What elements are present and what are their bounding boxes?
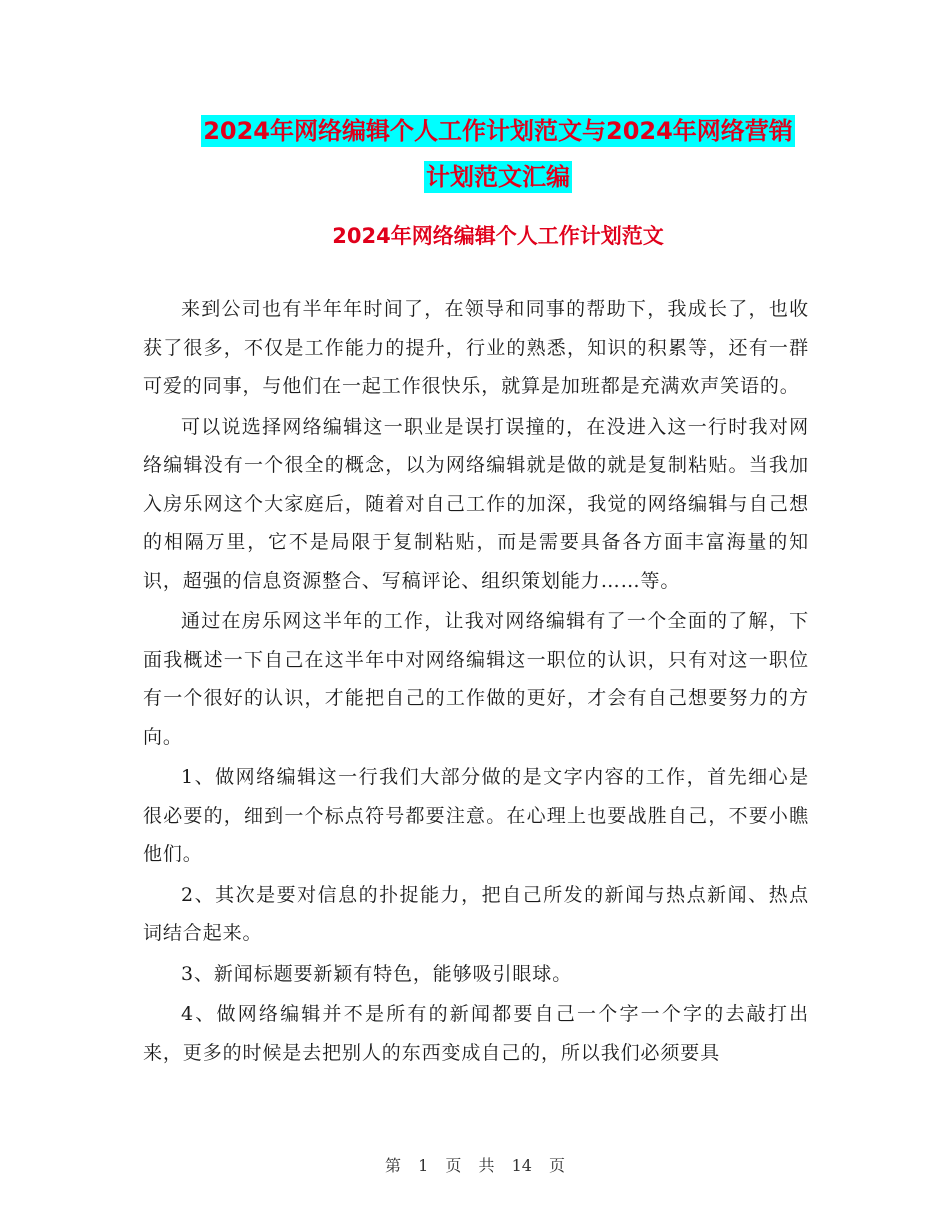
document-title — [140, 108, 856, 200]
footer-total-pages: 14 — [511, 1156, 532, 1175]
paragraph-point-3: 3、新闻标题要新颖有特色，能够吸引眼球。 — [181, 962, 573, 985]
section-title: 2024年网络编辑个人工作计划范文 — [332, 224, 664, 248]
paragraph-point-2: 2、其次是要对信息的扑捉能力，把自己所发的新闻与热点新闻、热点词结合起来。 — [143, 883, 809, 944]
footer-total-label: 共 — [478, 1156, 495, 1175]
document-title-line-1: 2024年网络编辑个人工作计划范文与2024年网络营销 — [203, 117, 793, 145]
page-footer — [0, 1153, 950, 1176]
footer-page-mid: 页 — [445, 1156, 462, 1175]
footer-page-suffix: 页 — [549, 1156, 566, 1175]
paragraph-point-1: 1、做网络编辑这一行我们大部分做的是文字内容的工作，首先细心是很必要的，细到一个标点符号都要注意。在心理上也要战胜自己，不要小瞧他们。 — [143, 766, 809, 865]
paragraph-intro: 来到公司也有半年年时间了，在领导和同事的帮助下，我成长了，也收获了很多，不仅是工作能力的提升，行业的熟悉，知识的积累等，还有一群可爱的同事，与他们在一起工作很快乐，就算是加班都是充满欢声笑语的。 — [143, 298, 809, 397]
document-title-line-2: 计划范文汇编 — [426, 163, 570, 191]
paragraph-career-choice: 可以说选择网络编辑这一职业是误打误撞的，在没进入这一行时我对网络编辑没有一个很全的概念，以为网络编辑就是做的就是复制粘贴。当我加入房乐网这个大家庭后，随着对自己工作的加深，我觉的网络编辑与自己想的相隔万里，它不是局限于复制粘贴，而是需要具备各方面丰富海量的知识，超强的信息资源整合、写稿评论、组织策划能力……等。 — [143, 415, 809, 592]
footer-page-number: 1 — [418, 1156, 429, 1175]
paragraph-overview: 通过在房乐网这半年的工作，让我对网络编辑有了一个全面的了解，下面我概述一下自己在这半年中对网络编辑这一职位的认识，只有对这一职位有一个很好的认识，才能把自己的工作做的更好，才会有自己想要努力的方向。 — [143, 610, 809, 748]
document-body — [143, 290, 809, 1074]
footer-page-prefix: 第 — [384, 1156, 401, 1175]
paragraph-point-4: 4、做网络编辑并不是所有的新闻都要自己一个字一个字的去敲打出来，更多的时候是去把别人的东西变成自己的，所以我们必须要具 — [143, 1003, 809, 1064]
